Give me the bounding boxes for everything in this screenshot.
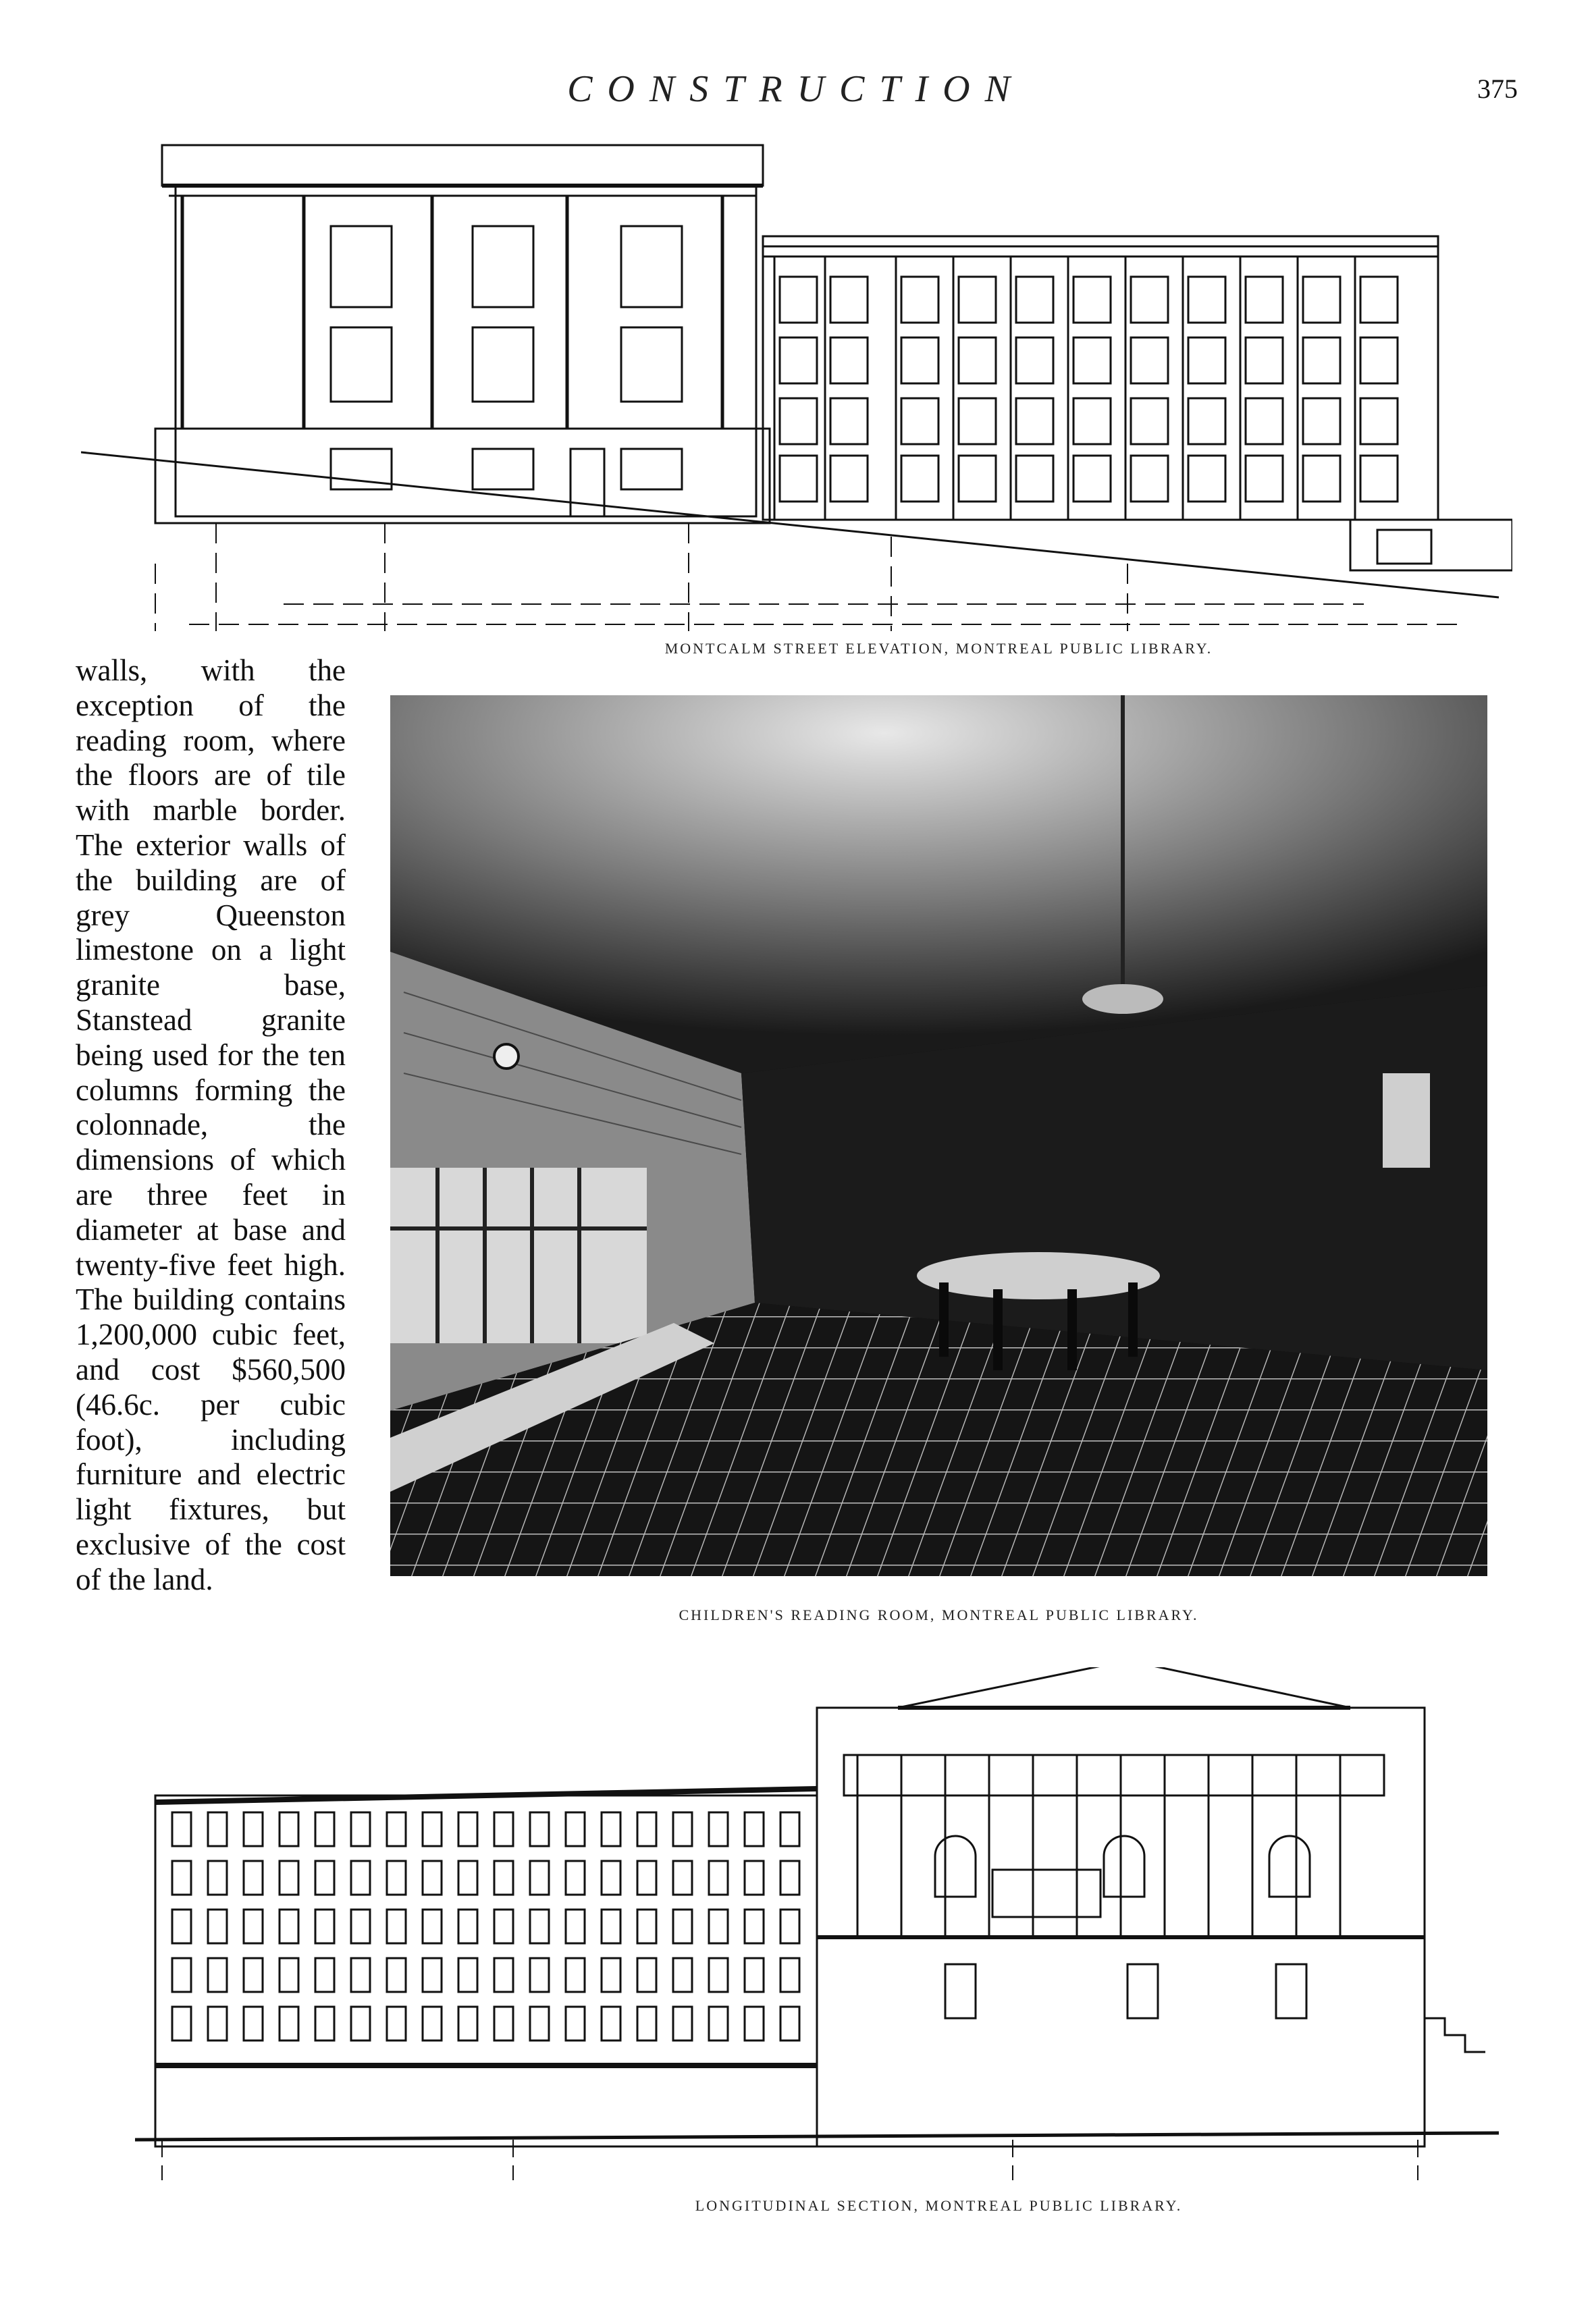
elevation-svg — [81, 132, 1512, 631]
photo-caption: CHILDREN'S READING ROOM, MONTREAL PUBLIC LIBRARY. — [679, 1606, 1199, 1623]
section-drawing — [135, 1667, 1499, 2180]
reading-room-svg — [390, 695, 1487, 1576]
elevation-caption: MONTCALM STREET ELEVATION, MONTREAL PUBLIC LIBRARY. — [664, 640, 1213, 657]
section-svg — [135, 1667, 1499, 2180]
elevation-drawing — [81, 132, 1512, 631]
page-number: 375 — [1477, 74, 1518, 104]
body-text: walls, with the exception of the reading room, where the floors are of tile with marble border. The exterior walls of the building are of grey Queenston limestone on a light granite base, Stanstead granite being used for the ten columns forming the colonnade, the dimensions of which are three feet in diameter at base and twenty-five feet high. The building contains 1,200,000 cubic feet, and cost $560,500 (46.6c. per cubic foot), including furniture and electric light fixtures, but exclusive of the cost of the land. — [76, 653, 346, 1596]
clock-icon — [494, 1044, 519, 1069]
section-caption: LONGITUDINAL SECTION, MONTREAL PUBLIC LIBRARY. — [695, 2197, 1183, 2214]
running-head: CONSTRUCTION — [567, 68, 1025, 110]
reading-room-photo — [390, 695, 1487, 1576]
